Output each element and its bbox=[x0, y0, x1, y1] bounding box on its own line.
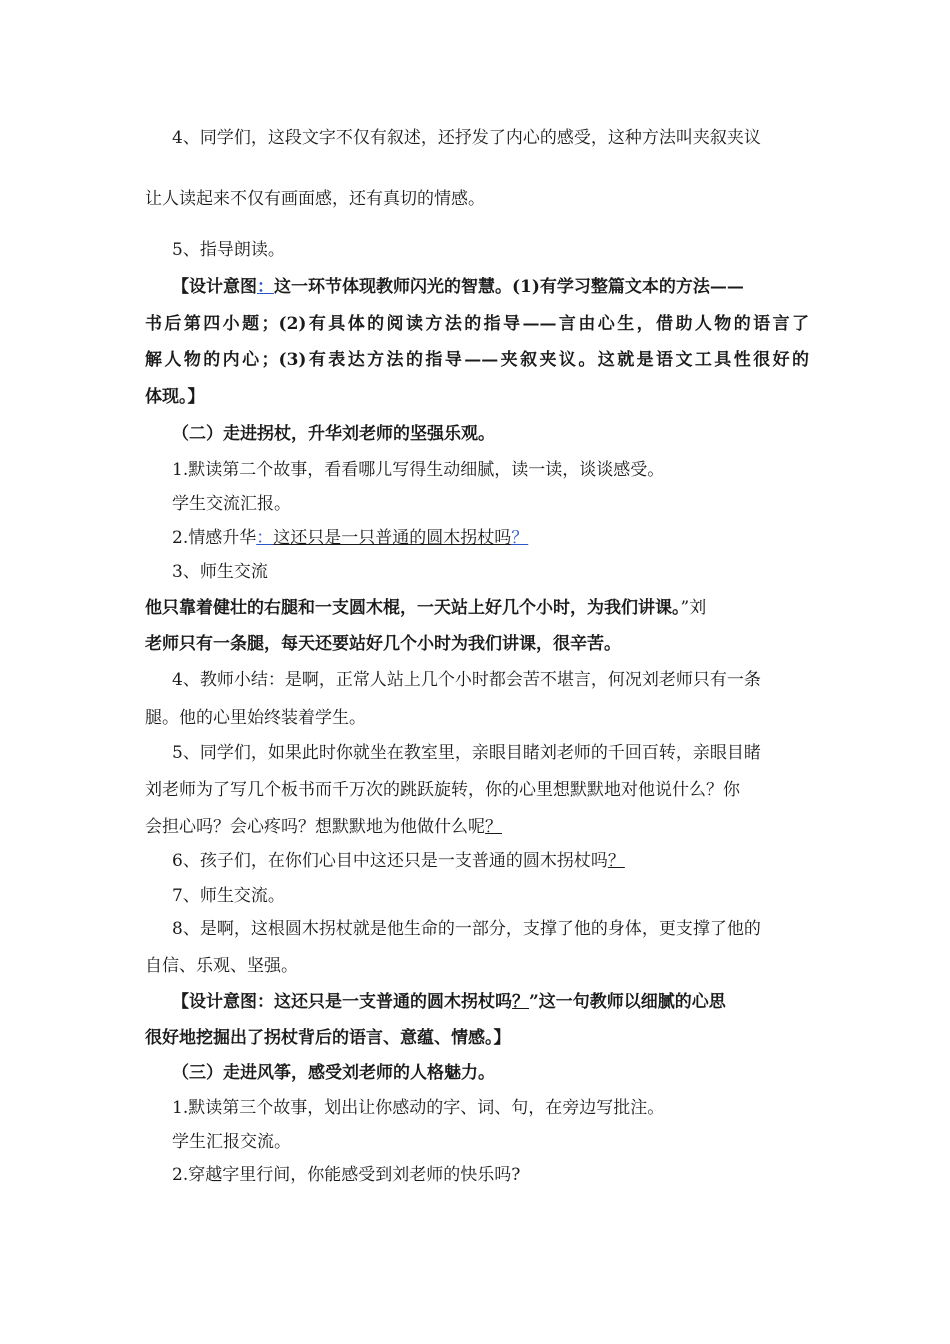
section-3-heading: （三）走进风筝，感受刘老师的人格魅力。 bbox=[172, 1063, 495, 1083]
design-intent-2-line-2: 很好地挖掘出了拐杖背后的语言、意蕴、情感。】 bbox=[145, 1028, 511, 1048]
section-2-step-8-continued: 自信、乐观、坚强。 bbox=[145, 956, 298, 976]
section-2-step-5-line-3: 会担心吗？会心疼吗？想默默地为他做什么呢？ bbox=[145, 817, 502, 837]
section-3-student-report: 学生汇报交流。 bbox=[172, 1132, 291, 1152]
section-2-step-4-continued: 腿。他的心里始终装着学生。 bbox=[145, 708, 366, 728]
section-2-step-1: 1.默读第二个故事，看看哪儿写得生动细腻，读一读，谈谈感受。 bbox=[172, 460, 665, 480]
section-2-student-report: 学生交流汇报。 bbox=[172, 494, 291, 514]
section-3-step-2: 2.穿越字里行间，你能感受到刘老师的快乐吗? bbox=[172, 1165, 521, 1185]
section-2-step-5: 5、同学们，如果此时你就坐在教室里，亲眼目睹刘老师的千回百转，亲眼目睹 bbox=[172, 743, 761, 763]
paragraph-4-comment: 4、同学们，这段文字不仅有叙述，还抒发了内心的感受，这种方法叫夹叙夹议 bbox=[172, 128, 761, 148]
section-2-step-8: 8、是啊，这根圆木拐杖就是他生命的一部分，支撑了他的身体，更支撑了他的 bbox=[172, 919, 761, 939]
design-intent-2-line-1: 【设计意图：这还只是一支普通的圆木拐杖吗？”这一句教师以细腻的心思 bbox=[172, 992, 726, 1012]
design-intent-1-line-3: 解人物的内心；(3)有表达方法的指导——夹叙夹议。这就是语文工具性很好的 bbox=[145, 350, 809, 370]
quote-line-2: 老师只有一条腿，每天还要站好几个小时为我们讲课，很辛苦。 bbox=[145, 634, 621, 654]
section-2-step-5-line-2: 刘老师为了写几个板书而千万次的跳跃旋转，你的心里想默默地对他说什么？你 bbox=[145, 780, 740, 800]
section-2-step-4: 4、教师小结：是啊，正常人站上几个小时都会苦不堪言，何况刘老师只有一条 bbox=[172, 670, 761, 690]
paragraph-4-continued: 让人读起来不仅有画面感，还有真切的情感。 bbox=[145, 189, 485, 209]
section-2-step-7: 7、师生交流。 bbox=[172, 886, 285, 906]
section-2-heading: （二）走进拐杖，升华刘老师的坚强乐观。 bbox=[172, 424, 495, 444]
design-intent-1-line-2: 书后第四小题；(2)有具体的阅读方法的指导——言由心生，借助人物的语言了 bbox=[145, 314, 809, 334]
step-5-guided-reading: 5、指导朗读。 bbox=[172, 240, 285, 260]
section-2-step-2: 2.情感升华：这还只是一只普通的圆木拐杖吗？ bbox=[172, 528, 529, 548]
design-intent-1-line-4: 体现。】 bbox=[145, 387, 205, 407]
section-2-step-3: 3、师生交流 bbox=[172, 562, 268, 582]
section-3-step-1: 1.默读第三个故事，划出让你感动的字、词、句，在旁边写批注。 bbox=[172, 1098, 665, 1118]
quote-line-1: 他只靠着健壮的右腿和一支圆木棍，一天站上好几个小时，为我们讲课。”刘 bbox=[145, 598, 707, 618]
design-intent-1-line-1: 【设计意图：这一环节体现教师闪光的智慧。(1)有学习整篇文本的方法—— bbox=[172, 277, 744, 297]
section-2-step-6: 6、孩子们，在你们心目中这还只是一支普通的圆木拐杖吗？ bbox=[172, 851, 625, 871]
